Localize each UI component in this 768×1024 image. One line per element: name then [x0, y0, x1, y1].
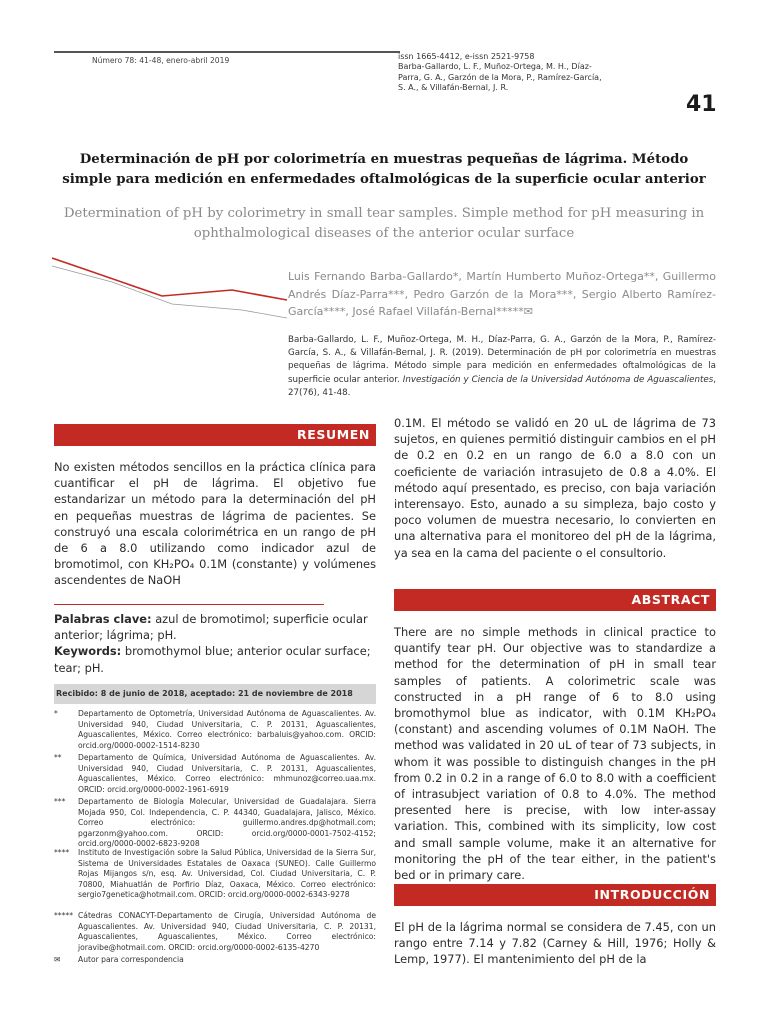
- issn: issn 1665-4412, e-issn 2521-9758: [398, 52, 535, 61]
- citation-journal: Investigación y Ciencia de la Universidad Autónoma de Aguascalientes: [402, 374, 714, 385]
- citation-tail: , 27(76), 41-48.: [288, 374, 716, 398]
- resumen-underline: [54, 445, 376, 446]
- received-dates: Recibido: 8 de junio de 2018, aceptado: 21 de noviembre de 2018: [56, 689, 353, 698]
- author-list: Luis Fernando Barba-Gallardo*, Martín Humberto Muñoz-Ortega**, Guillermo Andrés Díaz-Parra***, Pedro Garzón de la Mora***, Sergio Alberto Ramírez-García****, José Rafael Villafán-Bernal*****✉: [288, 270, 716, 318]
- footnote-1: [54, 709, 376, 751]
- footnote-6: [54, 955, 376, 966]
- footnote-text: Cátedras CONACYT-Departamento de Cirugía, Universidad Autónoma de Aguascalientes. Av. Universidad 940, Ciudad Universitaria, C. P. 20131, Aguascalientes, Aguascalientes, México. Correo electrónico: joravibe@hotmail.com. ORCID: orcid.org/0000-0002-6135-4270: [78, 911, 376, 952]
- section-bar-introduccion: INTRODUCCIÓN: [394, 884, 716, 906]
- footnote-text: Departamento de Química, Universidad Autónoma de Aguascalientes. Av. Universidad 940, Ciudad Universitaria, C. P. 20131, Aguascalientes, Aguascalientes, México. Correo electrónico: mhmunoz@correo.uaa.mx. ORCID: orcid.org/0000-0002-1961-6919: [78, 753, 376, 794]
- footnote-mark: *: [54, 709, 58, 718]
- keywords-es-label: Palabras clave:: [54, 612, 152, 626]
- issue-info: Número 78: 41-48, enero-abril 2019: [92, 56, 230, 65]
- footnote-4: [54, 848, 376, 901]
- footnote-text: Autor para correspondencia: [78, 955, 184, 964]
- keywords-en: bromothymol blue; anterior ocular surface; tear; pH.: [54, 644, 371, 675]
- abstract-underline: [394, 610, 716, 611]
- footnote-mark: *****: [54, 911, 73, 920]
- keywords-rule: [54, 604, 324, 605]
- citation-main: Barba-Gallardo, L. F., Muñoz-Ortega, M. H., Díaz-Parra, G. A., Garzón de la Mora, P., Ramírez-García, S. A., & Villafán-Bernal, J. R. (2019). Determinación de pH por colorimetría en muestras pequeñas de lágrima. Método simple para medición en enfermedades oftalmológicas de la superficie ocular anterior.: [288, 335, 716, 385]
- section-bar-resumen: RESUMEN: [54, 424, 376, 446]
- introduccion-underline: [394, 905, 716, 906]
- keywords-en-label: Keywords:: [54, 644, 122, 659]
- envelope-icon: ✉: [54, 955, 61, 964]
- citation: [288, 334, 716, 400]
- footnote-mark: **: [54, 753, 62, 762]
- section-bar-abstract: ABSTRACT: [394, 589, 716, 611]
- footnote-text: Departamento de Optometría, Universidad Autónoma de Aguascalientes. Av. Universidad 940, Ciudad Universitaria, C. P. 20131, Aguascalientes, Aguascalientes, México. Correo electrónico: barbaluis@yahoo.com. ORCID: orcid.org/0000-0002-1514-8230: [78, 709, 376, 750]
- keywords-es: azul de bromotimol; superficie ocular anterior; lágrima; pH.: [54, 612, 368, 643]
- title-english: Determination of pH by colorimetry in small tear samples. Simple method for pH measuring in ophthalmological diseases of the anterior ocular surface: [63, 206, 705, 241]
- received-bar: [54, 684, 376, 704]
- header-right: [398, 52, 608, 94]
- resumen-text: No existen métodos sencillos en la práctica clínica para cuantificar el pH de lágrima. El objetivo fue estandarizar un método para la determinación del pH en pequeñas muestras de lágrima de pacientes. Se construyó una escala colorimétrica en un rango de pH de 6 a 8.0 utilizando como indicador azul de bromotimol, con KH₂PO₄ 0.1M (constante) y volúmenes ascendentes de NaOH: [54, 460, 376, 588]
- footnote-2: [54, 753, 376, 795]
- footnote-text: Departamento de Biología Molecular, Universidad de Guadalajara. Sierra Mojada 950, Col. Independencia, C. P. 44340, Guadalajara, Jalisco, México. Correo electrónico: guillermo.andres.dp@hotmail.com; pgarzonm@yahoo.com. ORCID: orcid.org/0000-0001-7502-4152; orcid.org/0000-0002-6823-9208: [78, 797, 376, 848]
- page-number: 41: [686, 92, 717, 117]
- header-rule: [54, 51, 400, 53]
- footnote-mark: ****: [54, 848, 70, 857]
- running-authors: Barba-Gallardo, L. F., Muñoz-Ortega, M. H., Díaz-Parra, G. A., Garzón de la Mora, P., Ramírez-García, S. A., & Villafán-Bernal, J. R.: [398, 62, 602, 93]
- footnote-text: Instituto de Investigación sobre la Salud Pública, Universidad de la Sierra Sur, Sistema de Universidades Estatales de Oaxaca (SUNEO). Calle Guillermo Rojas Mijangos s/n, esq. Av. Universidad, Col. Ciudad Universitaria, C. P. 70800, Miahuatlán de Porfirio Díaz, Oaxaca, México. Correo electrónico: sergio7genetica@hotmail.com. ORCID: orcid.org/0000-0002-6343-9278: [78, 848, 376, 899]
- title-spanish: Determinación de pH por colorimetría en muestras pequeñas de lágrima. Método simple para medición en enfermedades oftalmológicas de la superficie ocular anterior: [62, 152, 706, 187]
- resumen-continuation: 0.1M. El método se validó en 20 uL de lágrima de 73 sujetos, en quienes permitió distinguir cambios en el pH de 0.2 en 0.2 en un rango de 6.0 a 8.0 con un coeficiente de variación intrasujeto de 0.8 a 4.0%. El método aquí presentado, es preciso, con baja variación interensayo. Esto, aunado a su simpleza, bajo costo y poco volumen de muestra necesario, lo convierten en una alternativa para el monitoreo del pH de la lágrima, ya sea en la cama del paciente o el consultorio.: [394, 416, 716, 560]
- footnote-5: [54, 911, 376, 953]
- footnote-mark: ***: [54, 797, 66, 806]
- abstract-text: There are no simple methods in clinical practice to quantify tear pH. Our objective was to standardize a method for the determination of pH in small tear samples of patients. A colorimetric scale was constructed in a pH range of 6 to 8.0 using bromothymol blue as indicator, with 0.1M KH₂PO₄ (constant) and ascending volumes of 0.1M NaOH. The method was validated in 20 uL of tear of 73 subjects, in whom it was possible to distinguish changes in the pH from 0.2 in 0.2 in a range of 6.0 to 8.0 with a coefficient of intrasubject variation of 0.8 to 4.0%. The method presented here is precise, with low inter-assay variation. This, combined with its simplicity, low cost and small sample volume, make it an alternative for monitoring the pH of the tear either, in the patient's bed or in primary care.: [394, 625, 716, 883]
- footnote-3: [54, 797, 376, 850]
- decorative-lines: [52, 252, 292, 322]
- keywords-block: [54, 611, 376, 676]
- introduccion-text: El pH de la lágrima normal se considera de 7.45, con un rango entre 7.14 y 7.82 (Carney & Hill, 1976; Holly & Lemp, 1977). El mantenimiento del pH de la: [394, 920, 716, 967]
